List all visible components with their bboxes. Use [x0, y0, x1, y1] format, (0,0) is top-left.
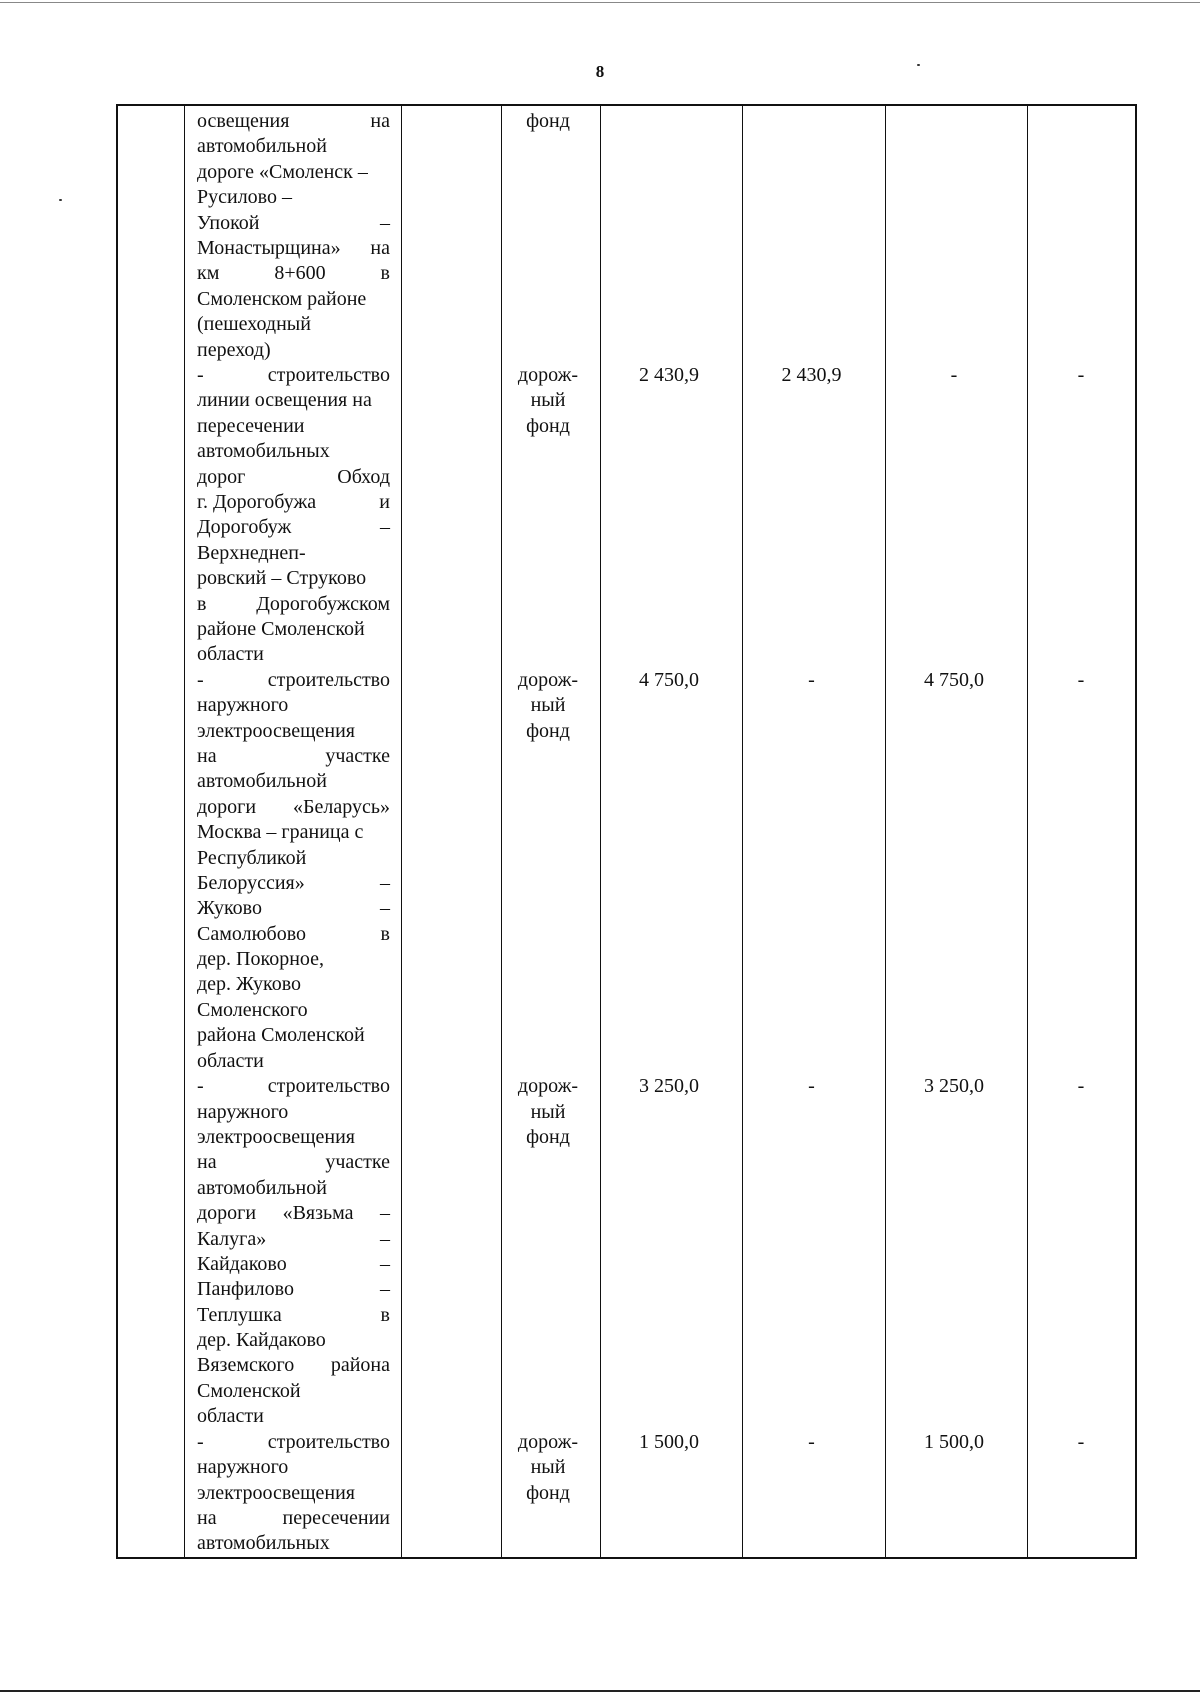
funding-source-line: ный: [530, 389, 566, 412]
description-word: Теплушка: [197, 1303, 282, 1326]
description-word: Белоруссия»: [197, 871, 305, 894]
row-1-description: [197, 363, 390, 668]
description-word: Смоленском районе: [197, 287, 367, 310]
description-line: [197, 972, 390, 997]
description-line: [197, 769, 390, 794]
funding-source-line: фонд: [526, 1125, 570, 1148]
description-line: [197, 1176, 390, 1201]
budget-table: [116, 104, 1137, 1559]
description-word: в: [380, 262, 390, 285]
description-word: -: [197, 364, 204, 386]
row-3-total-value: 3 250,0: [639, 1075, 699, 1098]
row-3-y3-value: -: [1077, 1075, 1085, 1098]
description-line: [197, 312, 390, 337]
description-word: –: [380, 1202, 390, 1225]
description-word: автомобильных: [197, 440, 330, 463]
page-number: 8: [595, 62, 605, 81]
description-line: [197, 439, 390, 464]
description-word: электроосвещения: [197, 719, 355, 742]
description-word: 8+600: [274, 262, 326, 285]
row-0-description: [197, 109, 390, 363]
description-word: дорог: [197, 465, 246, 488]
description-word: –: [380, 897, 390, 920]
row-1-y3-value: -: [1077, 364, 1085, 386]
funding-source-line: фонд: [526, 719, 570, 742]
description-word: км: [197, 262, 220, 285]
description-word: Кайдаково: [197, 1252, 287, 1275]
description-word: районе Смоленской: [197, 617, 365, 640]
funding-source-line: дорож-: [517, 668, 579, 691]
description-line: [197, 1353, 390, 1378]
column-divider: [885, 106, 886, 1557]
column-divider: [600, 106, 601, 1557]
description-line: [197, 668, 390, 693]
description-word: Республикой: [197, 846, 307, 869]
description-line: [197, 1506, 390, 1531]
description-word: дер. Жуково: [197, 973, 302, 996]
description-word: автомобильной: [197, 135, 327, 158]
description-line: [197, 896, 390, 921]
description-word: автомобильной: [197, 770, 327, 793]
description-word: строительство: [267, 1430, 390, 1453]
description-word: области: [197, 1049, 264, 1072]
funding-source-line: дорож-: [517, 1430, 579, 1453]
description-line: [197, 922, 390, 947]
column-divider: [1027, 106, 1028, 1557]
funding-source-line: ный: [530, 1456, 566, 1479]
description-word: -: [197, 1430, 204, 1453]
description-word: г. Дорогобужа: [197, 490, 317, 513]
description-line: [197, 744, 390, 769]
description-word: –: [380, 871, 390, 894]
description-line: [197, 846, 390, 871]
description-word: на: [370, 110, 390, 132]
row-1-y2-value: -: [950, 364, 958, 386]
description-word: электроосвещения: [197, 1481, 355, 1504]
description-word: Вяземского: [197, 1354, 295, 1377]
description-line: [197, 490, 390, 515]
description-word: автомобильных: [197, 1532, 330, 1555]
description-line: [197, 1430, 390, 1455]
scan-speck: [917, 64, 920, 66]
description-word: «Вязьма: [282, 1202, 354, 1225]
description-line: [197, 1201, 390, 1226]
description-line: [197, 719, 390, 744]
description-word: дер. Кайдаково: [197, 1329, 326, 1352]
description-word: дороги: [197, 795, 257, 818]
description-line: [197, 617, 390, 642]
description-word: Москва – граница с: [197, 821, 364, 844]
description-word: области: [197, 1405, 264, 1428]
description-word: Смоленской: [197, 1379, 301, 1402]
row-1-funding-source: [498, 363, 598, 439]
description-word: в: [380, 1303, 390, 1326]
description-word: Обход: [337, 465, 390, 488]
row-4-total-value: 1 500,0: [639, 1430, 699, 1453]
description-word: и: [379, 490, 390, 513]
description-line: [197, 1277, 390, 1302]
description-word: строительство: [267, 668, 390, 691]
description-word: Монастырщина»: [197, 236, 341, 259]
description-line: [197, 592, 390, 617]
description-word: на: [197, 1506, 217, 1529]
row-4-y2-value: 1 500,0: [924, 1430, 984, 1453]
description-line: [197, 566, 390, 591]
scan-speck: [59, 199, 62, 201]
description-word: дороге «Смоленск –: [197, 160, 368, 183]
description-line: [197, 1125, 390, 1150]
row-3-funding-source: [498, 1074, 598, 1150]
description-line: [197, 1049, 390, 1074]
description-line: [197, 515, 390, 540]
description-word: линии освещения на: [197, 389, 372, 412]
description-line: [197, 1303, 390, 1328]
row-2-y3-value: -: [1077, 668, 1085, 691]
description-word: Жуково: [197, 897, 262, 920]
row-2-description: [197, 668, 390, 1074]
column-divider: [742, 106, 743, 1557]
description-word: Упокой: [197, 211, 260, 234]
description-word: –: [380, 516, 390, 539]
description-line: [197, 693, 390, 718]
description-word: в: [197, 592, 207, 615]
description-line: [197, 1404, 390, 1429]
description-line: [197, 1150, 390, 1175]
description-word: ровский – Струково: [197, 567, 367, 590]
description-word: в: [380, 922, 390, 945]
description-word: Самолюбово: [197, 922, 307, 945]
description-word: электроосвещения: [197, 1125, 355, 1148]
description-line: [197, 236, 390, 261]
description-word: наружного: [197, 1456, 289, 1479]
column-divider: [401, 106, 402, 1557]
description-word: на: [197, 1151, 217, 1174]
description-word: дер. Покорное,: [197, 948, 325, 971]
description-word: строительство: [267, 1075, 390, 1098]
description-word: -: [197, 668, 204, 691]
description-line: [197, 261, 390, 286]
description-line: [197, 211, 390, 236]
description-word: наружного: [197, 1100, 289, 1123]
description-line: [197, 1227, 390, 1252]
description-word: Панфилово: [197, 1278, 294, 1301]
row-4-y3-value: -: [1077, 1430, 1085, 1453]
description-word: (пешеходный: [197, 313, 311, 336]
description-line: [197, 1252, 390, 1277]
description-line: [197, 1074, 390, 1099]
description-line: [197, 1023, 390, 1048]
row-3-description: [197, 1074, 390, 1429]
row-4-y1-value: -: [808, 1430, 815, 1453]
description-line: [197, 820, 390, 845]
description-line: [197, 998, 390, 1023]
description-word: Верхнеднеп-: [197, 541, 306, 564]
description-word: на: [197, 744, 217, 767]
description-word: района Смоленской: [197, 1024, 365, 1047]
row-3-y2-value: 3 250,0: [924, 1075, 984, 1098]
description-line: [197, 287, 390, 312]
description-line: [197, 947, 390, 972]
funding-source-line: ный: [530, 694, 566, 717]
description-line: [197, 109, 390, 134]
row-2-funding-source: [498, 668, 598, 744]
description-word: Дорогобужском: [256, 592, 390, 615]
row-4-description: [197, 1430, 390, 1557]
row-2-y1-value: -: [808, 668, 815, 691]
column-divider: [501, 106, 502, 1557]
scan-top-edge: [0, 2, 1200, 3]
description-word: освещения: [197, 110, 290, 132]
description-word: пересечении: [282, 1506, 390, 1529]
description-word: –: [380, 1227, 390, 1250]
description-line: [197, 185, 390, 210]
description-word: области: [197, 643, 264, 666]
description-word: автомобильной: [197, 1176, 327, 1199]
description-word: пересечении: [197, 414, 305, 437]
funding-source-line: дорож-: [517, 364, 579, 386]
funding-source-line: фонд: [526, 1481, 570, 1504]
description-line: [197, 160, 390, 185]
description-line: [197, 414, 390, 439]
description-line: [197, 1455, 390, 1480]
description-word: Смоленского: [197, 998, 308, 1021]
description-line: [197, 134, 390, 159]
description-word: –: [380, 1252, 390, 1275]
row-0-funding-source: [498, 109, 598, 134]
description-line: [197, 338, 390, 363]
description-line: [197, 541, 390, 566]
funding-source-line: фонд: [526, 414, 570, 437]
description-line: [197, 1328, 390, 1353]
description-word: строительство: [267, 364, 390, 386]
row-4-funding-source: [498, 1430, 598, 1506]
description-word: участке: [325, 1151, 390, 1174]
description-line: [197, 465, 390, 490]
description-word: наружного: [197, 694, 289, 717]
description-word: Русилово –: [197, 186, 292, 209]
funding-source-line: дорож-: [517, 1075, 579, 1098]
row-2-total-value: 4 750,0: [639, 668, 699, 691]
description-word: Дорогобуж: [197, 516, 292, 539]
description-word: –: [380, 1278, 390, 1301]
row-3-y1-value: -: [808, 1075, 815, 1098]
description-word: «Беларусь»: [293, 795, 390, 818]
description-line: [197, 795, 390, 820]
column-divider: [184, 106, 185, 1557]
description-line: [197, 642, 390, 667]
funding-source-line: фонд: [526, 110, 570, 132]
row-2-y2-value: 4 750,0: [924, 668, 984, 691]
description-word: -: [197, 1075, 204, 1098]
description-line: [197, 363, 390, 388]
description-line: [197, 1481, 390, 1506]
description-word: района: [330, 1354, 390, 1377]
description-word: переход): [197, 338, 271, 361]
description-word: дороги: [197, 1202, 257, 1225]
description-word: Калуга»: [197, 1227, 267, 1250]
row-1-total-value: 2 430,9: [639, 364, 699, 386]
description-line: [197, 1531, 390, 1556]
description-word: участке: [325, 744, 390, 767]
description-line: [197, 1100, 390, 1125]
description-line: [197, 1379, 390, 1404]
description-line: [197, 388, 390, 413]
row-1-y1-value: 2 430,9: [781, 364, 842, 386]
funding-source-line: ный: [530, 1100, 566, 1123]
description-line: [197, 871, 390, 896]
description-word: на: [370, 236, 390, 259]
description-word: –: [380, 211, 390, 234]
scan-bottom-edge: [0, 1690, 1200, 1692]
